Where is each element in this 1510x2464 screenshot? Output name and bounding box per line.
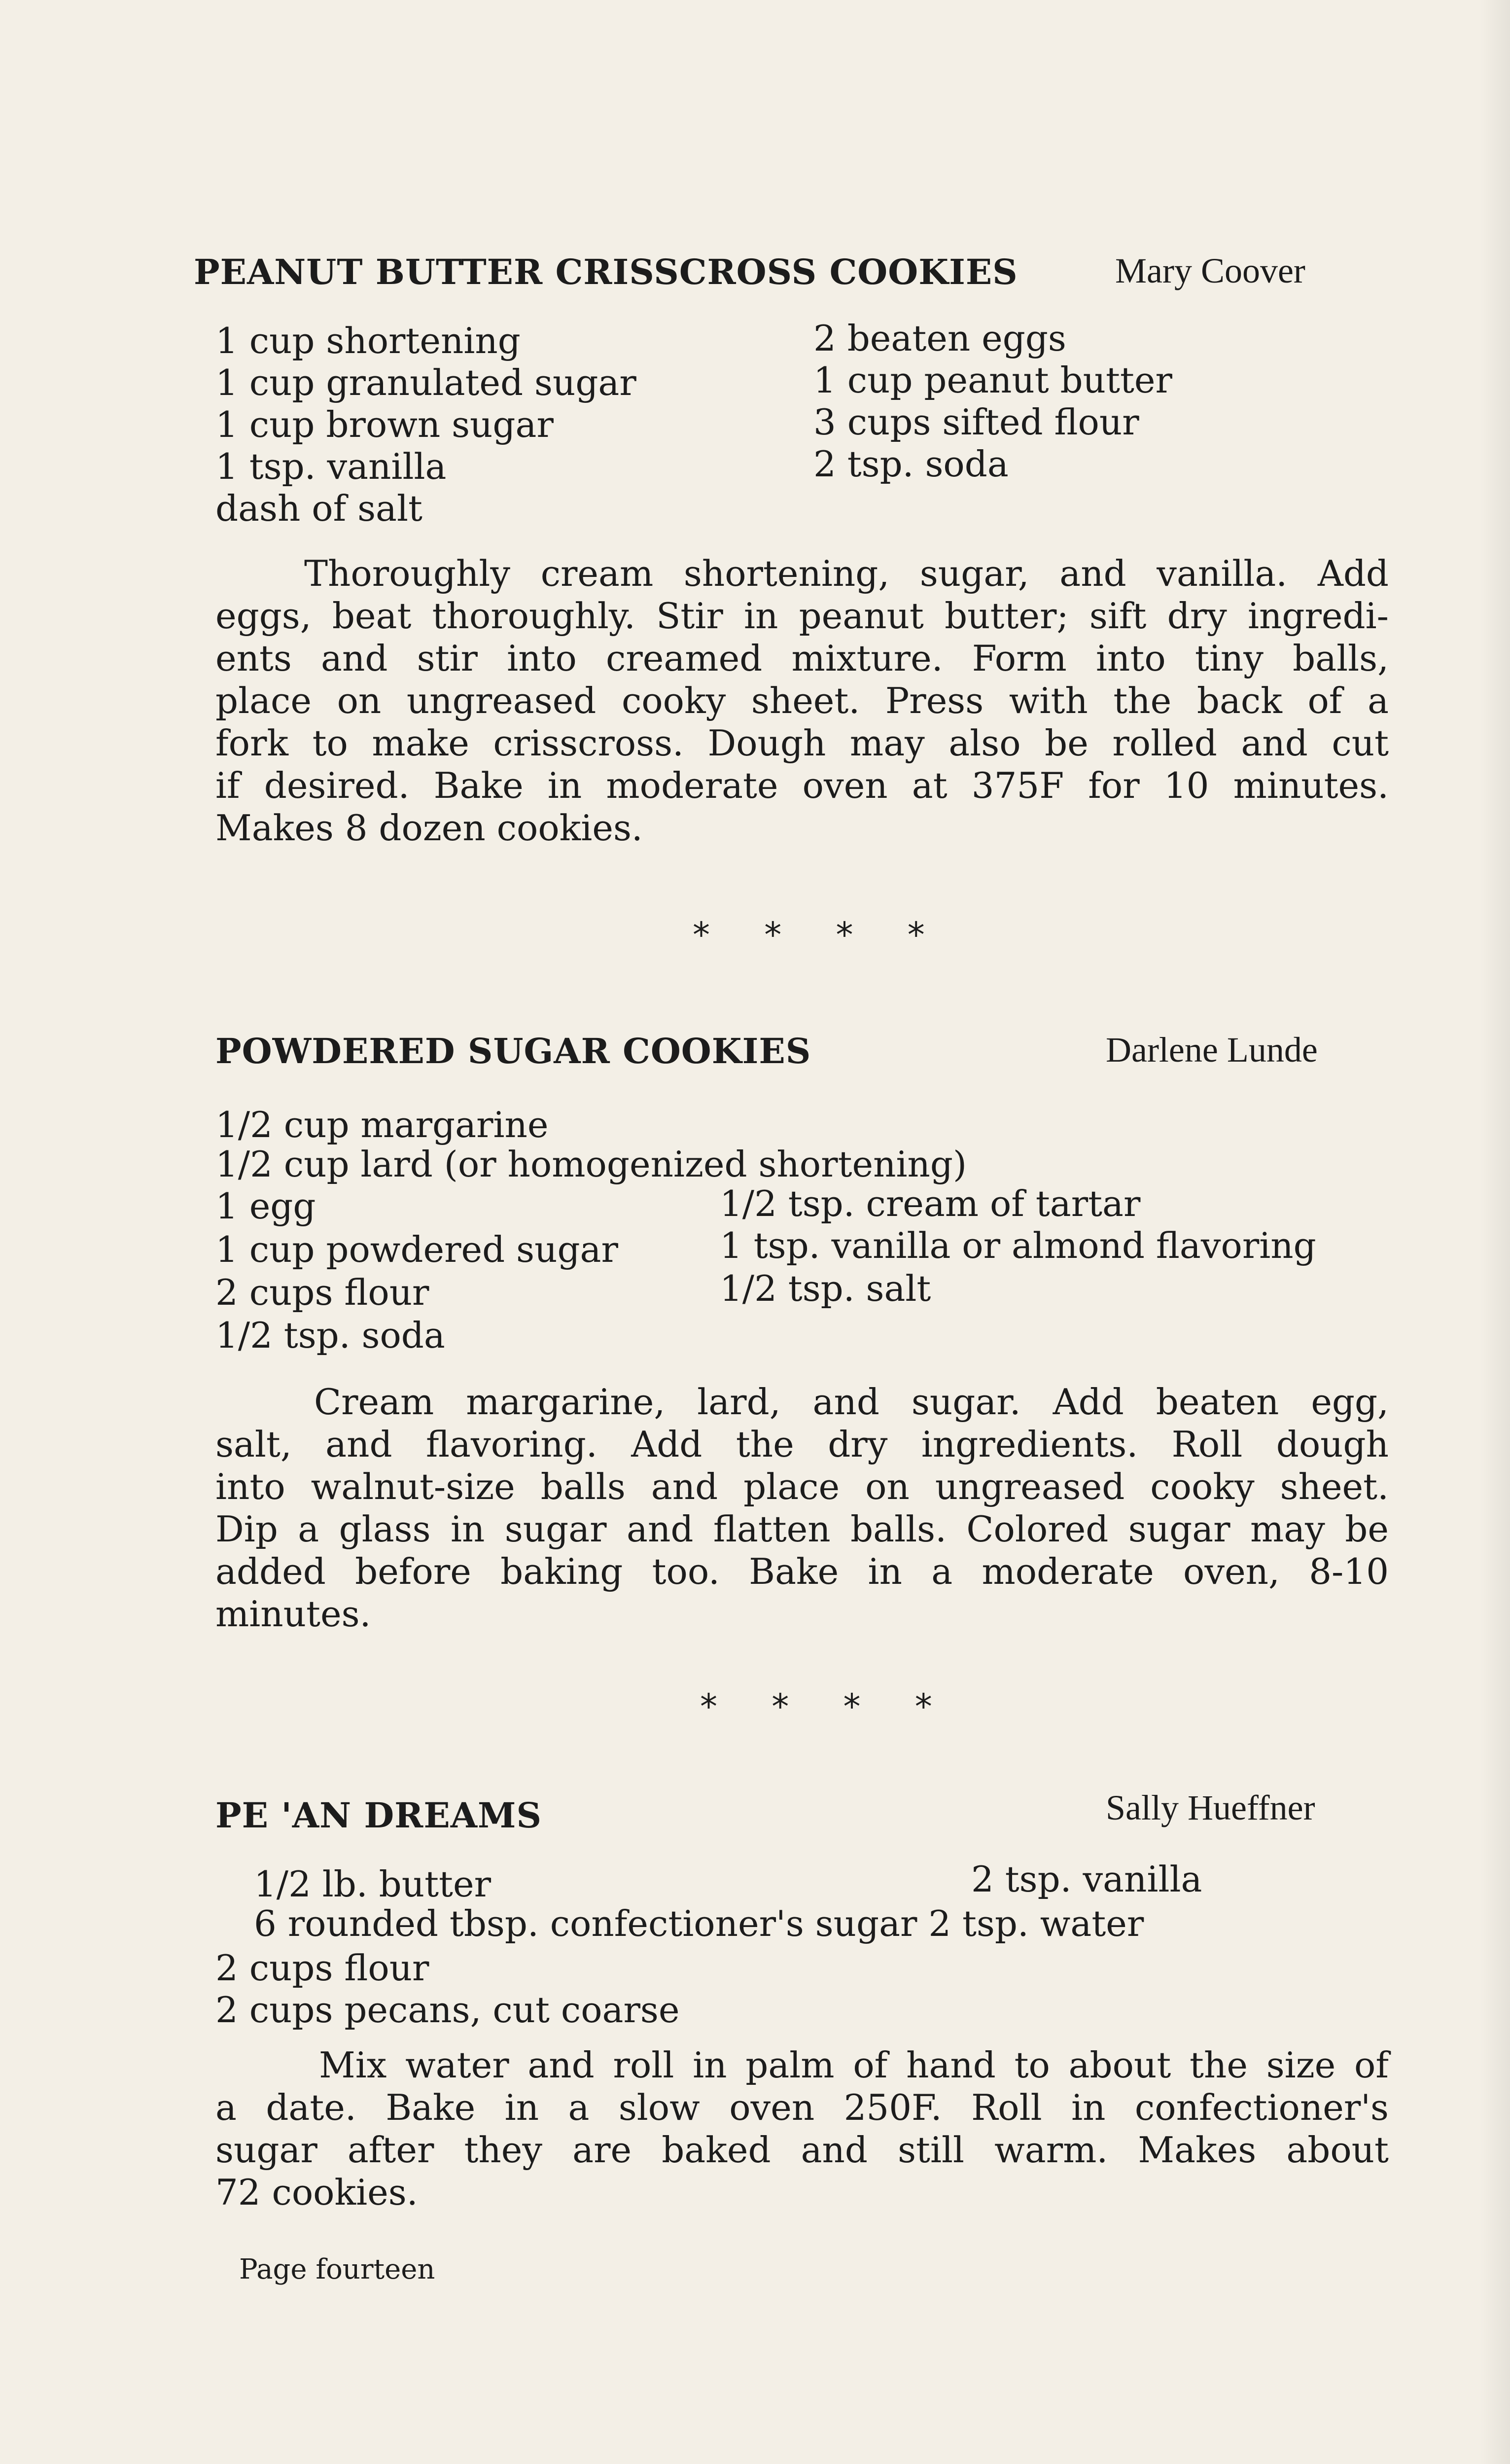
ingredient-left: 1 cup powdered sugar [215,1229,618,1270]
directions-line: Mix water and roll in palm of hand to about the size of [319,2044,1389,2086]
recipe-title-powdered-sugar: POWDERED SUGAR COOKIES [215,1031,811,1071]
directions-line: added before baking too. Bake in a moderate oven, 8-10 [215,1551,1389,1592]
ingredient-left: 1 cup granulated sugar [215,362,636,403]
directions-line: salt, and flavoring. Add the dry ingredients. Roll dough [215,1424,1389,1465]
recipe-directions-powdered-sugar [215,1381,1389,1635]
ingredient-right: 2 beaten eggs [813,318,1066,359]
directions-line: Dip a glass in sugar and flatten balls. Colored sugar may be [215,1508,1389,1550]
ingredient-right: 1 cup peanut butter [813,359,1172,401]
ingredient-right: 3 cups sifted flour [813,401,1139,443]
ingredient-line: 2 cups flour [215,1947,429,1989]
ingredient-right: 1/2 tsp. cream of tartar [720,1183,1141,1224]
directions-line: a date. Bake in a slow oven 250F. Roll in confectioner's [215,2087,1389,2128]
recipe-title-peanut-butter: PEANUT BUTTER CRISSCROSS COOKIES [194,251,1018,292]
ingredient-line: 6 rounded tbsp. confectioner's sugar 2 tsp. water [254,1903,1144,1944]
ingredient-left: 1 cup shortening [215,320,521,361]
ingredient-right: 1/2 tsp. salt [720,1268,931,1309]
ingredient-right: 1 tsp. vanilla or almond flavoring [720,1225,1316,1266]
ingredient-left: 2 cups flour [215,1272,429,1313]
ingredient-line: 1/2 cup margarine [215,1104,549,1145]
directions-line: place on ungreased cooky sheet. Press with the back of a [215,680,1389,721]
directions-line: sugar after they are baked and still warm. Makes about [215,2129,1389,2171]
recipe-author-powdered-sugar: Darlene Lunde [1106,1030,1318,1070]
directions-line: Thoroughly cream shortening, sugar, and vanilla. Add [304,553,1389,594]
recipe-title-pecan-dreams: PE 'AN DREAMS [215,1795,542,1836]
section-separator: * * * * [700,1686,954,1727]
ingredient-left: 1 egg [215,1185,316,1227]
ingredient-right: 2 tsp. soda [813,443,1009,485]
ingredient-line: 1/2 lb. butter [254,1863,492,1905]
section-separator: * * * * [693,915,947,955]
ingredient-left: 1 tsp. vanilla [215,446,447,487]
directions-line: eggs, beat thoroughly. Stir in peanut butter; sift dry ingredi- [215,595,1389,637]
directions-line: minutes. [215,1593,371,1635]
directions-line: 72 cookies. [215,2172,418,2213]
facing-page-edge [1480,0,1510,2464]
directions-line: fork to make crisscross. Dough may also be rolled and cut [215,722,1389,764]
page-number-footer: Page fourteen [239,2253,435,2285]
ingredient-left: dash of salt [215,488,422,529]
directions-line: into walnut-size balls and place on ungreased cooky sheet. [215,1466,1389,1507]
ingredient-left: 1 cup brown sugar [215,404,554,445]
directions-line: Cream margarine, lard, and sugar. Add beaten egg, [314,1381,1389,1423]
directions-line: Makes 8 dozen cookies. [215,807,643,849]
ingredient-line: 2 cups pecans, cut coarse [215,1989,680,2031]
recipe-directions-peanut-butter [215,552,1389,849]
directions-line: ents and stir into creamed mixture. Form into tiny balls, [215,638,1389,679]
ingredient-line: 1/2 cup lard (or homogenized shortening) [215,1143,967,1185]
recipe-author-peanut-butter: Mary Coover [1115,251,1305,290]
recipe-author-pecan-dreams: Sally Hueffner [1106,1788,1315,1827]
directions-line: if desired. Bake in moderate oven at 375F for 10 minutes. [215,765,1389,806]
ingredient-right: 2 tsp. vanilla [971,1858,1202,1900]
ingredient-left: 1/2 tsp. soda [215,1315,445,1356]
recipe-directions-pecan-dreams [215,2044,1389,2214]
